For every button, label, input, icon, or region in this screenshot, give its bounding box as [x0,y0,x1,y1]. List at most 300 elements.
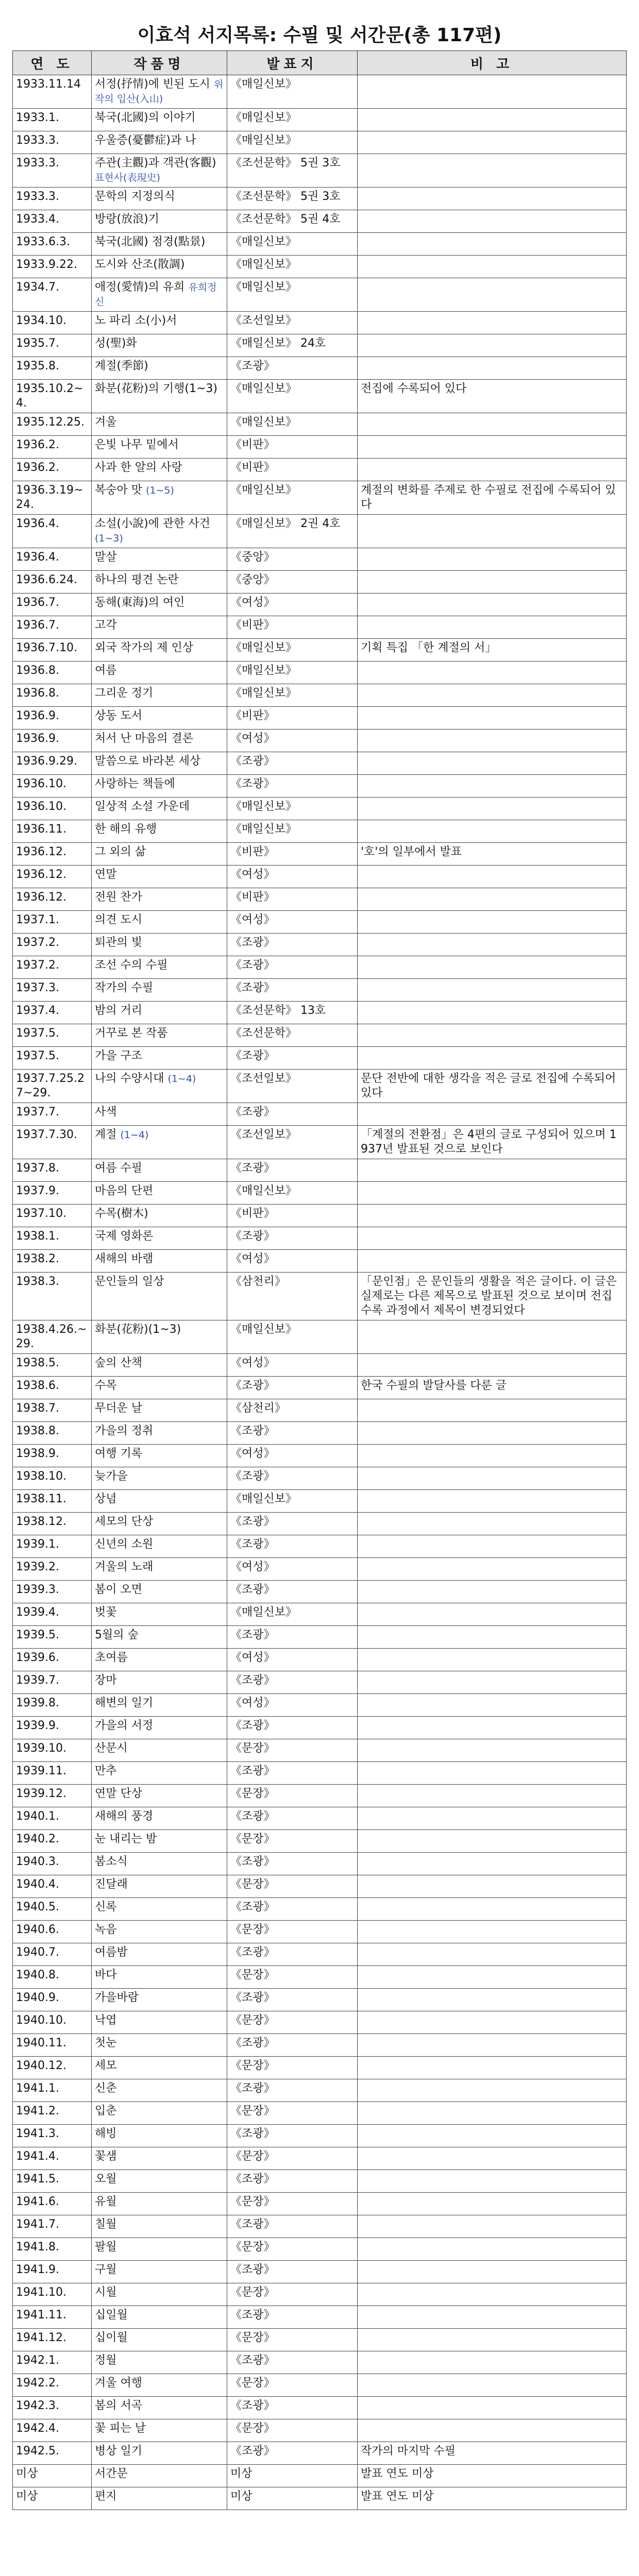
publication-cell: 《문장》 [227,2193,358,2215]
note-cell: 문단 전반에 대한 생각을 적은 글로 전집에 수록되어 있다 [358,1070,627,1103]
note-cell [358,154,627,188]
work-title: 만추 [95,1765,117,1777]
work-cell [92,548,227,571]
note-cell [358,1558,627,1581]
table-row [13,1830,627,1853]
note-cell [358,1250,627,1273]
table-row [13,2215,627,2238]
table-row [13,1649,627,1671]
year-cell: 1941.12. [13,2329,92,2351]
publication-cell: 《문장》 [227,1921,358,1943]
year-cell: 1942.5. [13,2442,92,2465]
year-cell: 1938.12. [13,1513,92,1535]
year-cell: 1936.8. [13,684,92,707]
year-cell: 1941.4. [13,2147,92,2170]
publication-cell: 《조광》 [227,2125,358,2147]
year-cell: 1937.7. [13,1103,92,1126]
work-title: 해변의 일기 [95,1697,154,1709]
table-row [13,1377,627,1399]
note-cell [358,1182,627,1205]
publication-cell: 《비판》 [227,1205,358,1227]
note-cell [358,2283,627,2306]
work-annotation: (1~4) [167,1073,196,1084]
work-title: 밤의 거리 [95,1004,143,1017]
work-cell [92,1227,227,1250]
work-title: 정월 [95,2354,117,2367]
publication-cell: 《조광》 [227,2306,358,2329]
note-cell [358,1649,627,1671]
note-cell [358,2238,627,2261]
work-title: 신춘 [95,2082,117,2095]
year-cell: 1937.7.30. [13,1126,92,1159]
work-title: 세모의 단상 [95,1515,154,1528]
note-cell [358,1785,627,1807]
work-cell [92,1966,227,1989]
work-title: 팔월 [95,2241,117,2253]
work-annotation: 표현사(表現史) [95,172,160,183]
note-cell [358,2261,627,2283]
work-cell [92,357,227,380]
publication-cell: 《조광》 [227,1535,358,1558]
work-title: 꽃샘 [95,2150,117,2163]
work-cell [92,1603,227,1626]
table-row [13,1989,627,2011]
work-title: 새해의 풍경 [95,1810,154,1823]
work-cell [92,2442,227,2465]
note-cell [358,2147,627,2170]
publication-cell: 미상 [227,2487,358,2510]
table-row [13,730,627,752]
publication-cell: 《문장》 [227,2057,358,2079]
work-cell [92,888,227,911]
publication-cell: 미상 [227,2465,358,2487]
year-cell: 1936.9. [13,730,92,752]
work-cell [92,2306,227,2329]
publication-cell: 《매일신보》 [227,256,358,278]
table-row [13,357,627,380]
work-title: 문인들의 일상 [95,1275,164,1288]
table-row [13,548,627,571]
note-cell [358,752,627,775]
note-cell [358,911,627,934]
year-cell: 1933.3. [13,188,92,210]
note-cell: 계절의 변화를 주제로 한 수필로 전집에 수록되어 있다 [358,481,627,515]
publication-cell: 《조광》 [227,1103,358,1126]
work-cell [92,775,227,798]
table-row [13,775,627,798]
work-cell [92,1182,227,1205]
work-cell [92,2034,227,2057]
table-row [13,752,627,775]
publication-cell: 《조선일보》 [227,1126,358,1159]
work-cell [92,154,227,188]
table-row [13,1445,627,1467]
year-cell: 1933.3. [13,154,92,188]
work-title: 세모 [95,2059,117,2072]
publication-cell: 《조광》 [227,956,358,979]
year-cell: 미상 [13,2465,92,2487]
work-title: 녹음 [95,1923,117,1936]
work-cell [92,413,227,436]
work-title: 여행 기록 [95,1447,143,1460]
table-row [13,662,627,684]
table-row [13,1785,627,1807]
work-annotation: (1~3) [95,533,123,544]
work-cell [92,459,227,481]
note-cell [358,1535,627,1558]
year-cell: 1941.9. [13,2261,92,2283]
work-cell [92,2261,227,2283]
table-row [13,866,627,888]
year-cell: 1934.10. [13,312,92,334]
work-title: 사랑하는 책들에 [95,777,175,790]
year-cell: 1942.3. [13,2397,92,2419]
publication-cell: 《여성》 [227,1354,358,1377]
table-row [13,2397,627,2419]
work-cell [92,1467,227,1490]
publication-cell: 《조광》 [227,1898,358,1921]
publication-cell: 《매일신보》 [227,380,358,413]
publication-cell: 《조광》 [227,2034,358,2057]
work-title: 새해의 바램 [95,1252,154,1265]
publication-cell: 《매일신보》 [227,131,358,154]
work-title: 방랑(放浪)기 [95,213,159,226]
work-cell [92,334,227,357]
work-cell [92,730,227,752]
publication-cell: 《조광》 [227,934,358,956]
year-cell: 1936.7.10. [13,639,92,662]
work-title: 거꾸로 본 작품 [95,1027,168,1040]
publication-cell: 《비판》 [227,616,358,639]
work-title: 눈 내리는 밤 [95,1833,157,1845]
work-cell [92,2283,227,2306]
publication-cell: 《비판》 [227,707,358,730]
work-title: 겨울 여행 [95,2377,143,2389]
year-cell: 1939.7. [13,1671,92,1694]
work-title: 시월 [95,2286,117,2299]
work-title: 화분(花粉)의 기행(1~3) [95,382,218,395]
note-cell [358,210,627,233]
year-cell: 1936.11. [13,820,92,843]
table-row [13,1320,627,1354]
table-row [13,2170,627,2193]
page-title: 이효석 서지목록: 수필 및 서간문(총 117편) [137,25,502,46]
note-cell [358,1875,627,1898]
work-title: 오월 [95,2173,117,2185]
publication-cell: 《조광》 [227,2170,358,2193]
work-title: 산문시 [95,1742,128,1755]
year-cell: 1936.6.24. [13,571,92,594]
work-title: 한 해의 유행 [95,823,157,836]
publication-cell: 《조광》 [227,979,358,1002]
work-cell [92,752,227,775]
work-title: 조선 수의 수필 [95,959,168,972]
publication-cell: 《여성》 [227,911,358,934]
note-cell [358,515,627,548]
year-cell: 1937.2. [13,956,92,979]
note-cell [358,2102,627,2125]
note-cell [358,684,627,707]
work-cell [92,1422,227,1445]
table-row [13,278,627,312]
year-cell: 1941.6. [13,2193,92,2215]
note-cell [358,1921,627,1943]
publication-cell: 《조광》 [227,1943,358,1966]
note-cell [358,2170,627,2193]
note-cell [358,2079,627,2102]
publication-cell: 《조광》 [227,1422,358,1445]
work-title: 외국 작가의 제 인상 [95,641,193,654]
year-cell: 1937.3. [13,979,92,1002]
work-cell [92,1377,227,1399]
work-cell [92,1126,227,1159]
table-row [13,1535,627,1558]
year-cell: 1941.3. [13,2125,92,2147]
work-cell [92,1989,227,2011]
publication-cell: 《조광》 [227,1047,358,1070]
work-cell [92,2487,227,2510]
publication-cell: 《조광》 [227,1159,358,1182]
table-row [13,798,627,820]
work-cell [92,956,227,979]
note-cell [358,1581,627,1603]
publication-cell: 《매일신보》 [227,481,358,515]
note-cell [358,775,627,798]
work-title: 5월의 숲 [95,1629,139,1641]
work-title: 나의 수양시대 [95,1072,164,1085]
note-cell: 발표 연도 미상 [358,2465,627,2487]
note-cell: 「계절의 전환점」은 4편의 글로 구성되어 있으며 1937년 발표된 것으로 보인다 [358,1126,627,1159]
year-cell: 1938.8. [13,1422,92,1445]
note-cell [358,278,627,312]
year-cell: 1937.9. [13,1182,92,1205]
work-cell [92,1830,227,1853]
note-cell [358,1422,627,1445]
work-cell [92,2102,227,2125]
work-cell [92,979,227,1002]
year-cell: 1939.2. [13,1558,92,1581]
publication-cell: 《조광》 [227,775,358,798]
work-cell [92,1250,227,1273]
table-row [13,888,627,911]
publication-cell: 《조광》 [227,1762,358,1785]
table-row [13,1205,627,1227]
table-row [13,233,627,256]
work-cell [92,2397,227,2419]
publication-cell: 《조선일보》 [227,1070,358,1103]
year-cell: 1939.10. [13,1739,92,1762]
year-cell: 1941.1. [13,2079,92,2102]
work-cell [92,312,227,334]
work-title: 서정(抒情)에 빈된 도시 [95,78,210,91]
work-title: 연말 단상 [95,1787,143,1800]
work-cell [92,2079,227,2102]
work-cell [92,1070,227,1103]
work-cell [92,820,227,843]
note-cell [358,233,627,256]
note-cell [358,730,627,752]
year-cell: 1942.1. [13,2351,92,2374]
publication-cell: 《문장》 [227,2011,358,2034]
work-title: 연말 [95,868,117,881]
year-cell: 1937.2. [13,934,92,956]
year-cell: 1940.5. [13,1898,92,1921]
work-title: 동해(東海)의 여인 [95,596,185,609]
table-row [13,1273,627,1320]
note-cell [358,1354,627,1377]
publication-cell: 《문장》 [227,2329,358,2351]
work-title: 해빙 [95,2127,117,2140]
header-year: 연 도 [13,51,92,75]
work-title: 수목 [95,1379,117,1392]
table-row [13,1807,627,1830]
table-row [13,707,627,730]
publication-cell: 《비판》 [227,436,358,459]
publication-cell: 《매일신보》 [227,413,358,436]
work-title: 장마 [95,1674,117,1687]
table-row [13,1603,627,1626]
note-cell [358,2125,627,2147]
table-row [13,1467,627,1490]
publication-cell: 《조광》 [227,1989,358,2011]
table-row [13,1513,627,1535]
work-cell [92,1002,227,1024]
work-cell [92,2238,227,2261]
work-cell [92,1875,227,1898]
publication-cell: 《매일신보》 [227,820,358,843]
publication-cell: 《조광》 [227,1717,358,1739]
publication-cell: 《조광》 [227,357,358,380]
note-cell [358,2215,627,2238]
year-cell: 1936.12. [13,866,92,888]
work-cell [92,1739,227,1762]
publication-cell: 《문장》 [227,2374,358,2397]
table-row [13,2306,627,2329]
year-cell: 1936.4. [13,548,92,571]
publication-cell: 《삼천리》 [227,1273,358,1320]
note-cell [358,1626,627,1649]
table-row [13,2261,627,2283]
table-row [13,1070,627,1103]
table-row [13,1558,627,1581]
work-cell [92,233,227,256]
work-cell [92,616,227,639]
note-cell [358,109,627,131]
work-cell [92,2215,227,2238]
note-cell [358,1159,627,1182]
publication-cell: 《조광》 [227,1626,358,1649]
table-row [13,459,627,481]
table-row [13,1250,627,1273]
table-row [13,2374,627,2397]
work-cell [92,1921,227,1943]
work-cell [92,662,227,684]
publication-cell: 《비판》 [227,888,358,911]
work-title: 상동 도서 [95,709,143,722]
table-row [13,934,627,956]
table-row [13,154,627,188]
work-cell [92,1399,227,1422]
year-cell: 1939.1. [13,1535,92,1558]
year-cell: 1933.6.3. [13,233,92,256]
work-title: 노 파리 소(小)서 [95,314,177,327]
year-cell: 미상 [13,2487,92,2510]
work-cell [92,2419,227,2442]
note-cell [358,256,627,278]
work-title: 유월 [95,2195,117,2208]
note-cell [358,1399,627,1422]
year-cell: 1941.2. [13,2102,92,2125]
table-row [13,1762,627,1785]
table-row [13,2147,627,2170]
work-title: 봄의 서곡 [95,2399,143,2412]
year-cell: 1939.3. [13,1581,92,1603]
table-row [13,594,627,616]
work-title: 바다 [95,1969,117,1981]
publication-cell: 《매일신보》 [227,1182,358,1205]
year-cell: 1937.7.25.27~29. [13,1070,92,1103]
note-cell [358,1320,627,1354]
work-cell [92,380,227,413]
work-title: 십이월 [95,2331,128,2344]
work-cell [92,2193,227,2215]
work-title: 입춘 [95,2105,117,2117]
note-cell [358,459,627,481]
work-title: 수목(樹木) [95,1207,148,1220]
table-row [13,1921,627,1943]
work-title: 신록 [95,1901,117,1913]
year-cell: 1941.5. [13,2170,92,2193]
work-title: 늦가을 [95,1470,128,1483]
work-cell [92,1159,227,1182]
year-cell: 1941.7. [13,2215,92,2238]
work-title: 여름 [95,664,117,677]
note-cell [358,616,627,639]
work-cell [92,1320,227,1354]
year-cell: 1938.9. [13,1445,92,1467]
publication-cell: 《문장》 [227,1739,358,1762]
year-cell: 1935.7. [13,334,92,357]
table-row [13,2238,627,2261]
note-cell [358,866,627,888]
table-row [13,312,627,334]
year-cell: 1938.11. [13,1490,92,1513]
work-annotation: 위작의 입산(入山) [95,79,224,105]
work-cell [92,188,227,210]
work-title: 벚꽃 [95,1606,117,1619]
work-cell [92,1694,227,1717]
work-cell [92,843,227,866]
work-title: 가을의 정취 [95,1425,154,1437]
year-cell: 1938.6. [13,1377,92,1399]
table-row [13,1103,627,1126]
work-title: 무더운 날 [95,1402,143,1415]
work-cell [92,1103,227,1126]
year-cell: 1940.9. [13,1989,92,2011]
work-title: 칠월 [95,2218,117,2231]
work-cell [92,1581,227,1603]
note-cell [358,2193,627,2215]
work-annotation: 유희정신 [95,282,217,308]
work-cell [92,436,227,459]
note-cell [358,131,627,154]
note-cell [358,334,627,357]
year-cell: 1936.10. [13,775,92,798]
table-row [13,1182,627,1205]
work-cell [92,75,227,109]
note-cell [358,2306,627,2329]
work-title: 그 외의 삶 [95,845,146,858]
